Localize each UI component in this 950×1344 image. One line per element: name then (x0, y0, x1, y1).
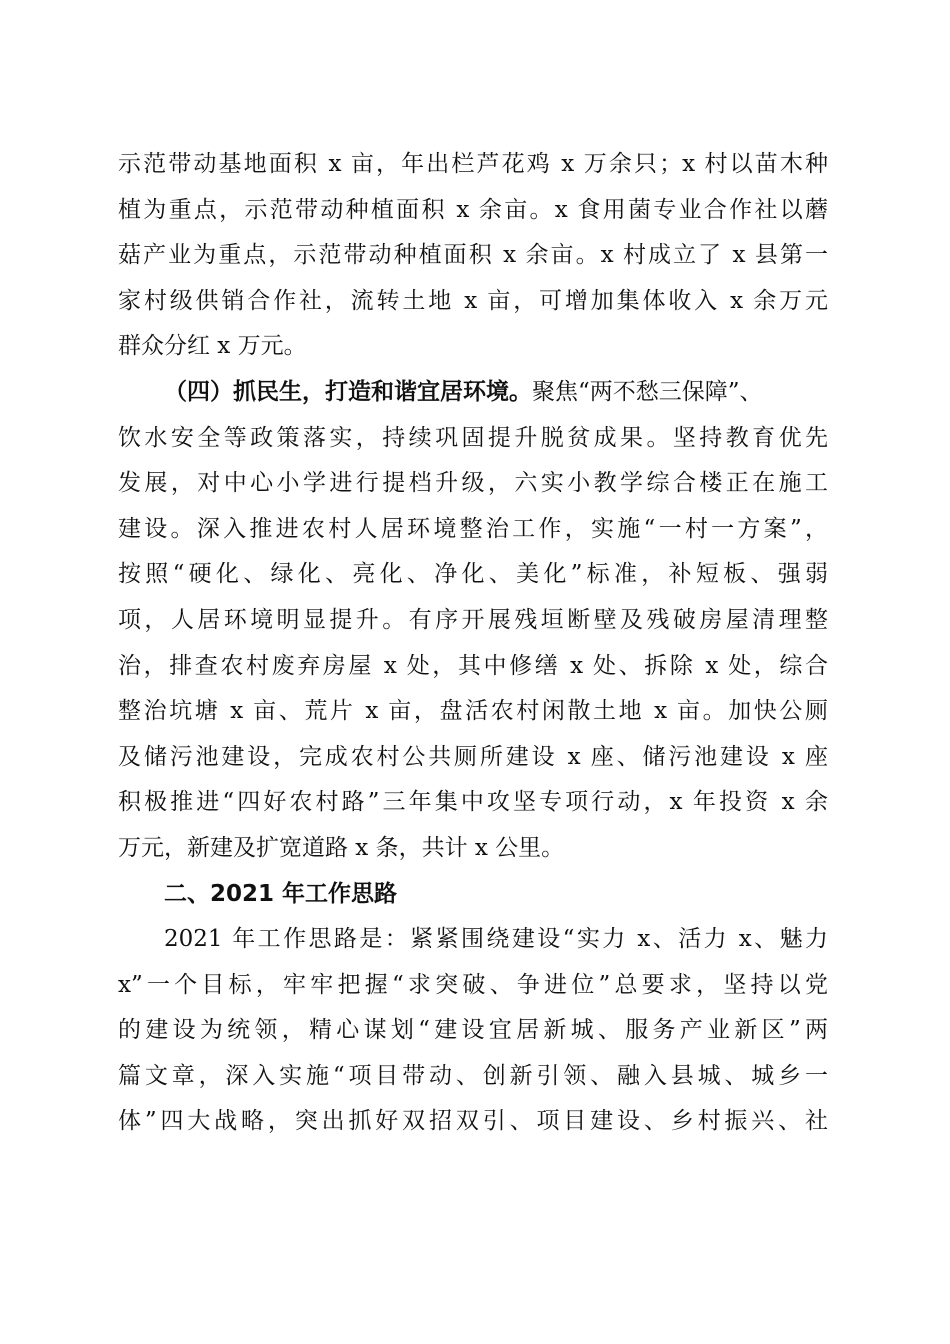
paragraph-1-line: 示范带动基地面积 x 亩，年出栏芦花鸡 x 万余只；x 村以苗木种 (118, 151, 828, 177)
paragraph-1-line: 群众分红 x 万元。 (118, 333, 307, 360)
paragraph-2-line: 治，排查农村废弃房屋 x 处，其中修缮 x 处、拆除 x 处，综合 (118, 652, 828, 679)
paragraph-2-line: 建设。深入推进农村人居环境整治工作，实施“一村一方案”， (118, 515, 828, 542)
paragraph-1-line: 植为重点，示范带动种植面积 x 余亩。x 食用菌专业合作社以蘑 (118, 196, 828, 223)
paragraph-1-line: 菇产业为重点，示范带动种植面积 x 余亩。x 村成立了 x 县第一 (118, 242, 828, 269)
paragraph-2-first-line (118, 370, 828, 416)
paragraph-2-line: 整治坑塘 x 亩、荒片 x 亩，盘活农村闲散土地 x 亩。加快公厕 (118, 698, 828, 725)
paragraph-2-line: 万元，新建及扩宽道路 x 条，共计 x 公里。 (118, 834, 565, 861)
paragraph-3-first-line: 2021 年工作思路是：紧紧围绕建设“实力 x、活力 x、魅力 (164, 926, 828, 953)
paragraph-2-line: 及储污池建设，完成农村公共厕所建设 x 座、储污池建设 x 座 (118, 743, 828, 770)
paragraph-3-line: 篇文章，深入实施“项目带动、创新引领、融入县城、城乡一 (118, 1062, 828, 1089)
paragraph-2-line: 发展，对中心小学进行提档升级，六实小教学综合楼正在施工 (118, 470, 828, 497)
paragraph-2-first-line-text: 聚焦“两不愁三保障”、 (532, 378, 763, 405)
paragraph-3-line: 体”四大战略，突出抓好双招双引、项目建设、乡村振兴、社 (118, 1108, 828, 1135)
section-4-lead-heading: （四）抓民生，打造和谐宜居环境。 (164, 378, 532, 405)
paragraph-2-line: 按照“硬化、绿化、亮化、净化、美化”标准，补短板、强弱 (118, 561, 828, 588)
section-heading-2021-work-plan: 二、2021 年工作思路 (164, 880, 398, 907)
document-body (118, 142, 828, 1145)
paragraph-2-line: 项，人居环境明显提升。有序开展残垣断壁及残破房屋清理整 (118, 606, 828, 633)
paragraph-2-line: 积极推进“四好农村路”三年集中攻坚专项行动，x 年投资 x 余 (118, 789, 828, 816)
paragraph-3-line: x”一个目标，牢牢把握“求突破、争进位”总要求，坚持以党 (118, 971, 828, 998)
paragraph-1-line: 家村级供销合作社，流转土地 x 亩，可增加集体收入 x 余万元 (118, 287, 828, 314)
paragraph-3-line: 的建设为统领，精心谋划“建设宜居新城、服务产业新区”两 (118, 1017, 828, 1044)
paragraph-2-line: 饮水安全等政策落实，持续巩固提升脱贫成果。坚持教育优先 (118, 424, 828, 451)
